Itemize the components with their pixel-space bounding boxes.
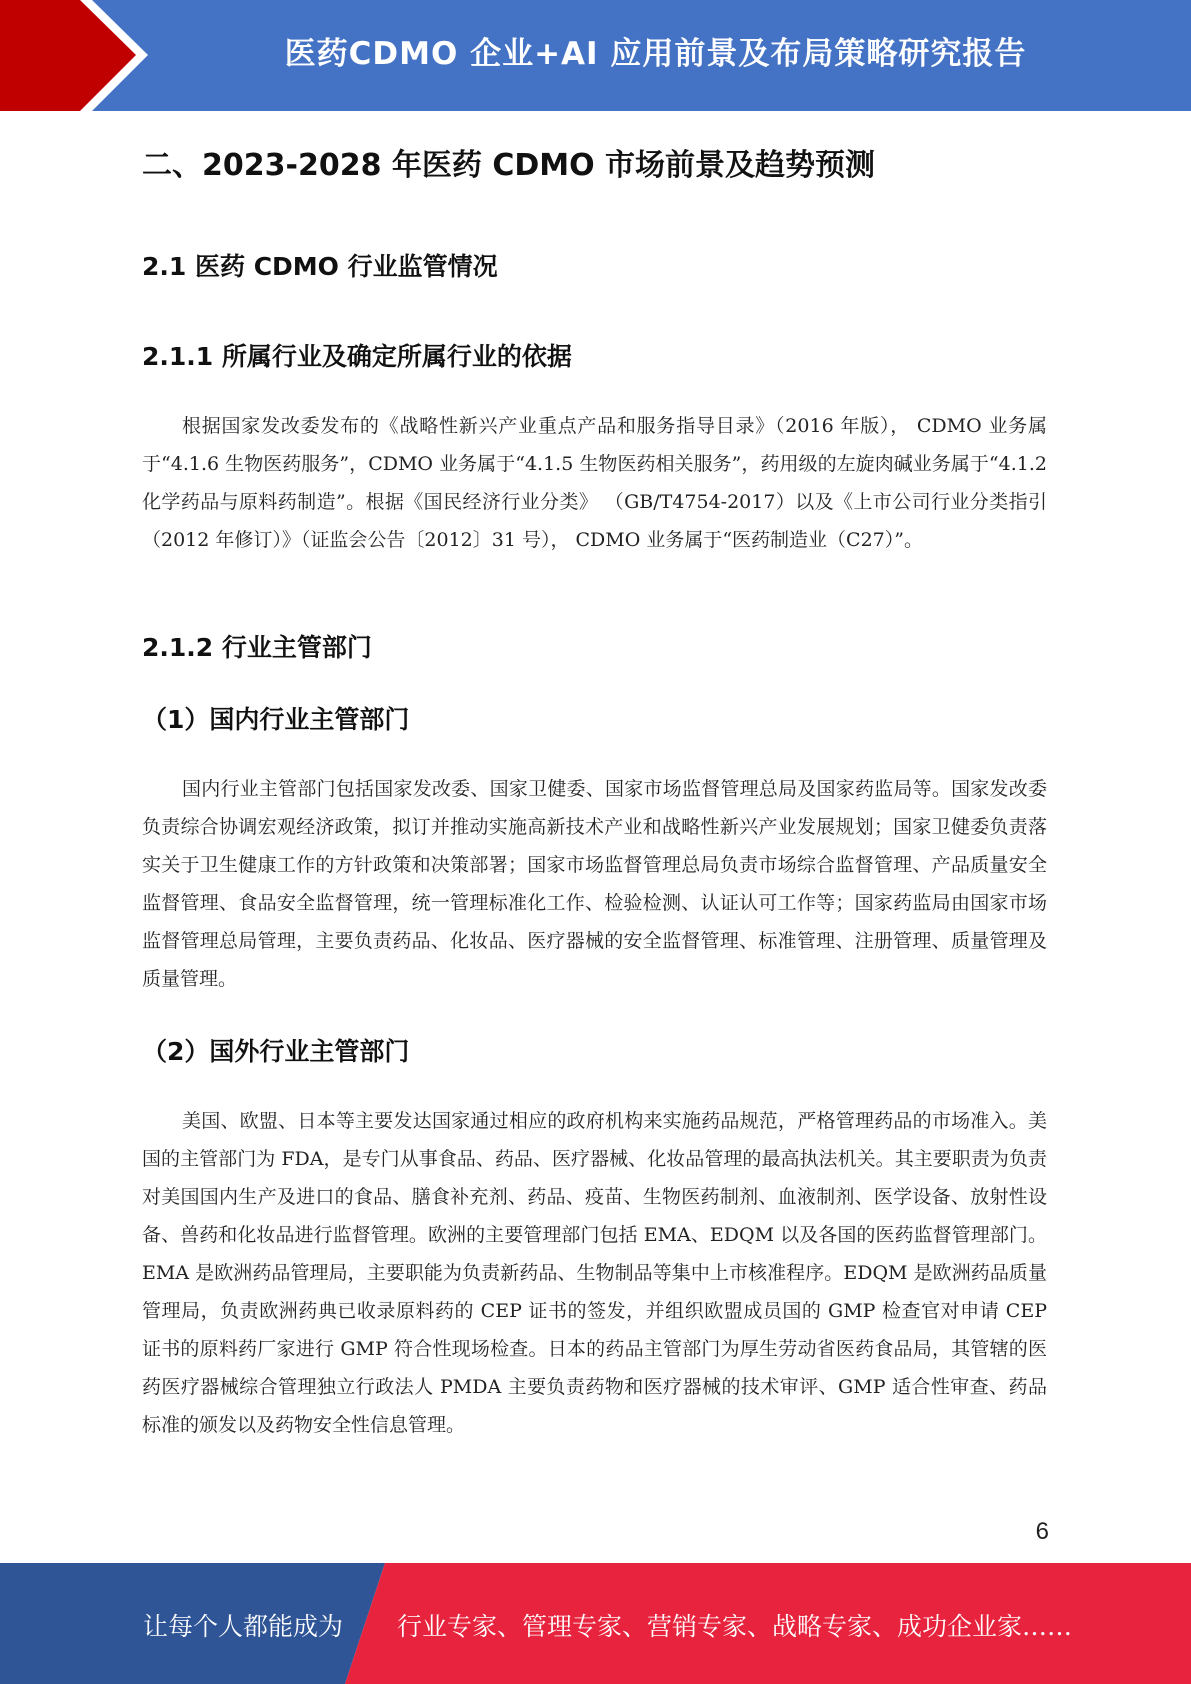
heading-domestic-authorities: （1）国内行业主管部门 <box>142 705 410 734</box>
heading-2-1-2: 2.1.2 行业主管部门 <box>142 633 372 662</box>
paragraph-domestic-authorities: 国内行业主管部门包括国家发改委、国家卫健委、国家市场监督管理总局及国家药监局等。国家发改委负责综合协调宏观经济政策，拟订并推动实施高新技术产业和战略性新兴产业发展规划；国家卫健委负责落实关于卫生健康工作的方针政策和决策部署；国家市场监督管理总局负责市场综合监督管理、产品质量安全监督管理、食品安全监督管理，统一管理标准化工作、检验检测、认证认可工作等；国家药监局由国家市场监督管理总局管理，主要负责药品、化妆品、医疗器械的安全监督管理、标准管理、注册管理、质量管理及质量管理。 <box>142 778 1047 990</box>
subsection-heading: 2.1 医药 CDMO 行业监管情况 <box>142 252 498 281</box>
header-banner <box>0 0 1191 111</box>
section-heading: 二、2023-2028 年医药 CDMO 市场前景及趋势预测 <box>142 148 876 183</box>
red-chevron-decoration <box>0 0 160 111</box>
footer-banner <box>0 1563 1191 1684</box>
paragraph-industry-basis: 根据国家发改委发布的《战略性新兴产业重点产品和服务指导目录》（2016 年版）， CDMO 业务属于“4.1.6 生物医药服务”，CDMO 业务属于“4.1.5 生物医药相关服务”，药用级的左旋肉碱业务属于“4.1.2 化学药品与原料药制造”。根据《国民经济行业分类》 （GB/T4754-2017）以及《上市公司行业分类指引（2012 年修订）》（证监会公告〔2012〕31 号）， CDMO 业务属于“医药制造业（C27）”。 <box>142 415 1047 551</box>
page-number: 6 <box>1035 1518 1049 1545</box>
report-title: 医药CDMO 企业+AI 应用前景及布局策略研究报告 <box>284 36 1027 72</box>
footer-slogan-right: 行业专家、管理专家、营销专家、战略专家、成功企业家…… <box>397 1612 1073 1641</box>
heading-foreign-authorities: （2）国外行业主管部门 <box>142 1037 410 1066</box>
heading-2-1-1: 2.1.1 所属行业及确定所属行业的依据 <box>142 342 572 371</box>
footer-slogan-left: 让每个人都能成为 <box>143 1612 344 1641</box>
paragraph-foreign-authorities: 美国、欧盟、日本等主要发达国家通过相应的政府机构来实施药品规范，严格管理药品的市场准入。美国的主管部门为 FDA，是专门从事食品、药品、医疗器械、化妆品管理的最高执法机关。其主要职责为负责对美国国内生产及进口的食品、膳食补充剂、药品、疫苗、生物医药制剂、血液制剂、医学设备、放射性设备、兽药和化妆品进行监督管理。欧洲的主要管理部门包括 EMA、EDQM 以及各国的医药监督管理部门。EMA 是欧洲药品管理局，主要职能为负责新药品、生物制品等集中上市核准程序。EDQM 是欧洲药品质量管理局，负责欧洲药典已收录原料药的 CEP 证书的签发，并组织欧盟成员国的 GMP 检查官对申请 CEP 证书的原料药厂家进行 GMP 符合性现场检查。日本的药品主管部门为厚生劳动省医药食品局，其管辖的医药医疗器械综合管理独立行政法人 PMDA 主要负责药物和医疗器械的技术审评、GMP 适合性审查、药品标准的颁发以及药物安全性信息管理。 <box>142 1110 1047 1436</box>
